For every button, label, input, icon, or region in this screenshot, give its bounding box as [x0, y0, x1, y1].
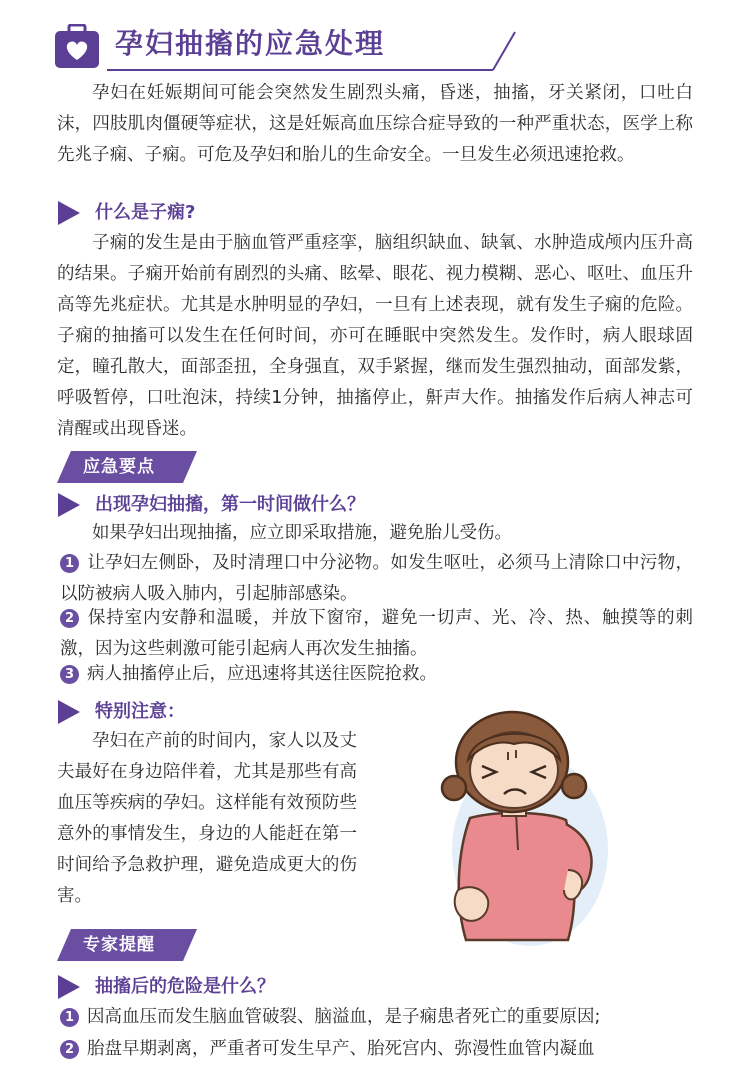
- list-item: 2 胎盘早期剥离，严重者可发生早产、胎死宫内、弥漫性血管内凝血: [60, 1034, 693, 1065]
- list-item: 3 病人抽搐停止后，应迅速将其送往医院抢救。: [60, 659, 693, 690]
- number-badge: 1: [60, 554, 79, 573]
- number-badge: 2: [60, 1040, 79, 1059]
- triangle-bullet-icon: [57, 200, 81, 226]
- pregnant-woman-pain-illustration: [418, 700, 618, 950]
- subheading-special-attention: [57, 697, 357, 727]
- special-attention-paragraph: 孕妇在产前的时间内，家人以及丈夫最好在身边陪伴着，尤其是那些有高血压等疾病的孕妇。这样能有效预防些意外的事情发生，身边的人能赶在第一时间给予急救护理，避免造成更大的伤害。: [57, 731, 357, 906]
- triangle-bullet-icon: [57, 974, 81, 1000]
- tag-label: 专家提醒: [83, 935, 155, 955]
- number-badge: 1: [60, 1008, 79, 1027]
- number-badge: 2: [60, 609, 79, 628]
- subheading-first-response: [57, 490, 477, 520]
- triangle-bullet-icon: [57, 699, 81, 725]
- heart-briefcase-icon: [55, 24, 99, 68]
- list-item: 1 让孕妇左侧卧，及时清理口中分泌物。如发生呕吐，必须马上清除口中污物，以防被病人吸入肺内，引起肺部感染。: [60, 553, 693, 604]
- subheading-text: 出现孕妇抽搐，第一时间做什么？: [95, 494, 365, 515]
- triangle-bullet-icon: [57, 492, 81, 518]
- first-response-lead: 如果孕妇出现抽搐，应立即采取措施，避免胎儿受伤。: [92, 523, 512, 543]
- number-badge: 3: [60, 665, 79, 684]
- intro-paragraph: 孕妇在妊娠期间可能会突然发生剧烈头痛，昏迷，抽搐，牙关紧闭，口吐白沫，四肢肌肉僵硬等症状，这是妊娠高血压综合症导致的一种严重状态，医学上称先兆子痫、子痫。可危及孕妇和胎儿的生命安全。一旦发生必须迅速抢救。: [57, 83, 693, 165]
- list-item: 2 保持室内安静和温暖，并放下窗帘，避免一切声、光、冷、热、触摸等的刺激，因为这些刺激可能引起病人再次发生抽搐。: [60, 608, 693, 659]
- tag-emergency-points: [57, 451, 197, 483]
- list-item: 1 因高血压而发生脑血管破裂、脑溢血，是子痫患者死亡的重要原因;: [60, 1002, 693, 1033]
- title-row: [55, 18, 475, 70]
- tag-label: 应急要点: [83, 457, 155, 477]
- subheading-text: 特别注意：: [95, 701, 185, 722]
- subheading-what-is-eclampsia: [57, 198, 357, 228]
- page-title: 孕妇抽搐的应急处理: [115, 27, 386, 60]
- tag-expert-reminder: [57, 929, 197, 961]
- subheading-text: 抽搐后的危险是什么？: [95, 976, 275, 997]
- eclampsia-paragraph: 子痫的发生是由于脑血管严重痉挛，脑组织缺血、缺氧、水肿造成颅内压升高的结果。子痫开始前有剧烈的头痛、眩晕、眼花、视力模糊、恶心、呕吐、血压升高等先兆症状。尤其是水肿明显的孕妇，一旦有上述表现，就有发生子痫的危险。子痫的抽搐可以发生在任何时间，亦可在睡眠中突然发生。发作时，病人眼球固定，瞳孔散大，面部歪扭，全身强直，双手紧握，继而发生强烈抽动，面部发紫，呼吸暂停，口吐泡沫，持续1分钟，抽搐停止，鼾声大作。抽搐发作后病人神志可清醒或出现昏迷。: [57, 233, 693, 439]
- subheading-text: 什么是子痫?: [95, 202, 196, 223]
- subheading-dangers-after-convulsion: [57, 972, 417, 1002]
